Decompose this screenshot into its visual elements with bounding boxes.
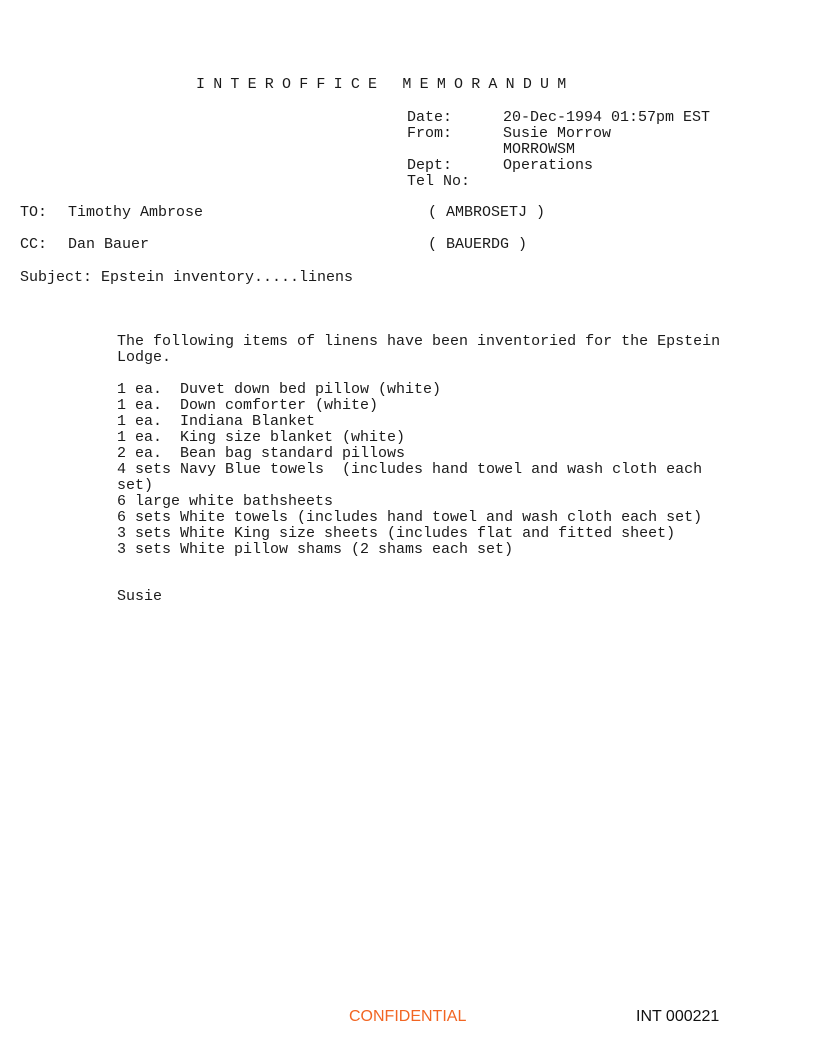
inventory-item: set) [117, 477, 154, 494]
to-alias: ( AMBROSETJ ) [428, 204, 546, 221]
inventory-item: 1 ea. Indiana Blanket [117, 413, 316, 430]
date-value: 20-Dec-1994 01:57pm EST [503, 109, 711, 126]
cc-label: CC: [20, 236, 48, 253]
from-label: From: [407, 125, 453, 142]
bates-number: INT 000221 [636, 1008, 720, 1025]
inventory-item: 2 ea. Bean bag standard pillows [117, 445, 406, 462]
intro-line-2: Lodge. [117, 349, 172, 366]
cc-alias: ( BAUERDG ) [428, 236, 528, 253]
from-id: MORROWSM [503, 141, 576, 158]
cc-name: Dan Bauer [68, 236, 150, 253]
inventory-item: 3 sets White pillow shams (2 shams each set) [117, 541, 514, 558]
inventory-item: 1 ea. Down comforter (white) [117, 397, 379, 414]
to-label: TO: [20, 204, 48, 221]
dept-value: Operations [503, 157, 594, 174]
inventory-item: 3 sets White King size sheets (includes flat and fitted sheet) [117, 525, 676, 542]
inventory-item: 6 large white bathsheets [117, 493, 334, 510]
inventory-item: 6 sets White towels (includes hand towel and wash cloth each set) [117, 509, 703, 526]
from-name: Susie Morrow [503, 125, 612, 142]
dept-label: Dept: [407, 157, 453, 174]
subject-line: Subject: Epstein inventory.....linens [20, 269, 354, 286]
tel-label: Tel No: [407, 173, 471, 190]
inventory-item: 1 ea. Duvet down bed pillow (white) [117, 381, 442, 398]
to-name: Timothy Ambrose [68, 204, 204, 221]
signature: Susie [117, 588, 163, 605]
confidential-stamp: CONFIDENTIAL [349, 1008, 467, 1025]
inventory-item: 1 ea. King size blanket (white) [117, 429, 406, 446]
date-label: Date: [407, 109, 453, 126]
intro-line-1: The following items of linens have been inventoried for the Epstein [117, 333, 721, 350]
memo-title: INTEROFFICE MEMORANDUM [196, 76, 575, 93]
inventory-item: 4 sets Navy Blue towels (includes hand towel and wash cloth each [117, 461, 703, 478]
